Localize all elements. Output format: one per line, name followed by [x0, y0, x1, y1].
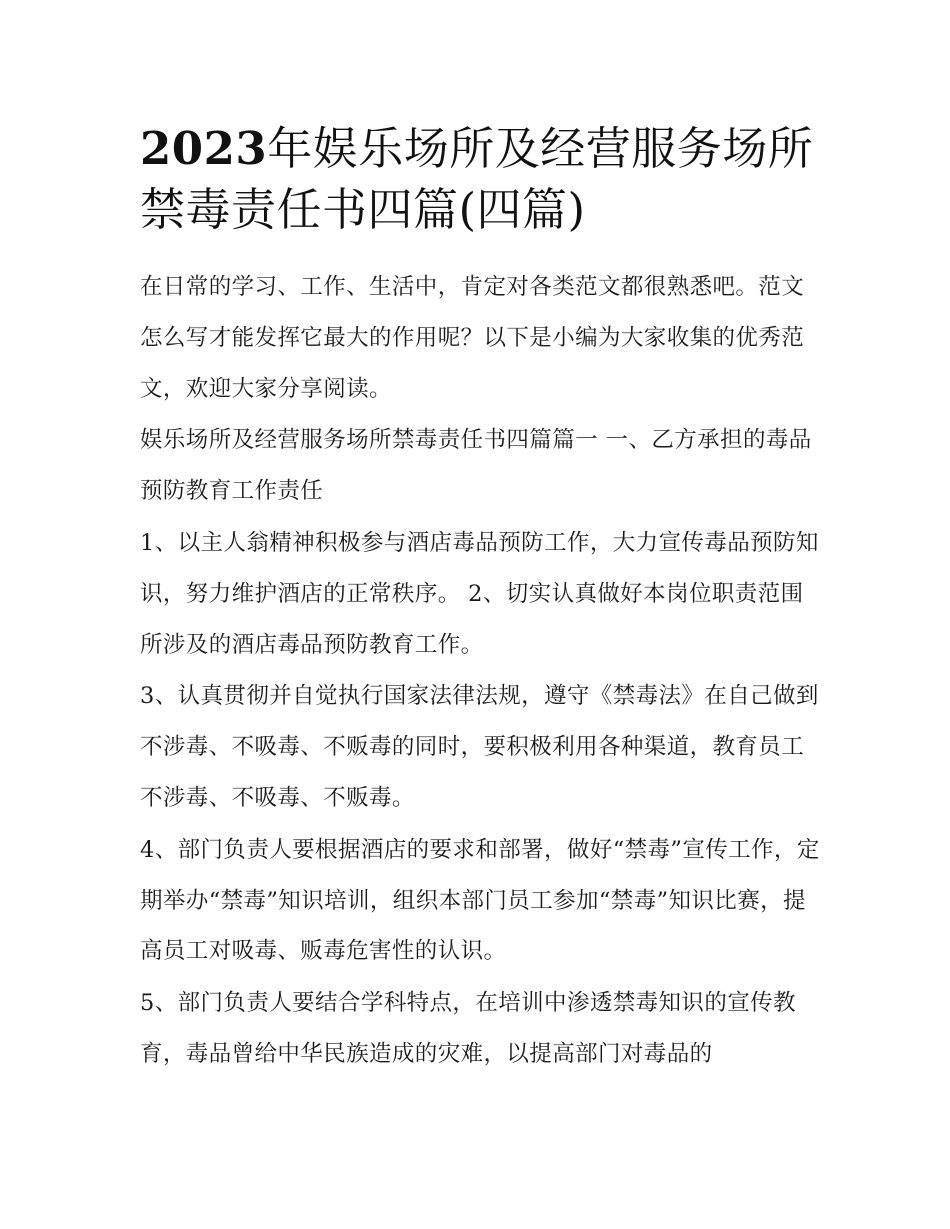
- section-heading-paragraph: 娱乐场所及经营服务场所禁毒责任书四篇篇一 一、乙方承担的毒品预防教育工作责任: [140, 427, 812, 505]
- item-4-paragraph: 4、部门负责人要根据酒店的要求和部署，做好“禁毒”宣传工作，定期举办“禁毒”知识培训，组织本部门员工参加“禁毒”知识比赛，提高员工对吸毒、贩毒危害性的认识。: [140, 836, 820, 965]
- item-5-paragraph: 5、部门负责人要结合学科特点，在培训中渗透禁毒知识的宣传教育，毒品曾给中华民族造成的灾难，以提高部门对毒品的: [140, 990, 796, 1067]
- intro-paragraph: 在日常的学习、工作、生活中，肯定对各类范文都很熟悉吧。范文怎么写才能发挥它最大的作用呢？以下是小编为大家收集的优秀范文，欢迎大家分享阅读。: [140, 274, 805, 402]
- item-1-paragraph: 1、以主人翁精神积极参与酒店毒品预防工作，大力宣传毒品预防知识，努力维护酒店的正常秩序。 2、切实认真做好本岗位职责范围所涉及的酒店毒品预防教育工作。: [140, 529, 819, 658]
- title-year: 2023: [140, 122, 268, 175]
- document-title: [140, 118, 820, 240]
- item-3-paragraph: 3、认真贯彻并自觉执行国家法律法规，遵守《禁毒法》在自己做到不涉毒、不吸毒、不贩毒的同时，要积极利用各种渠道，教育员工不涉毒、不吸毒、不贩毒。: [140, 683, 819, 811]
- title-text: 年娱乐场所及经营服务场所禁毒责任书四篇(四篇): [140, 122, 814, 236]
- document-body: [140, 118, 820, 1081]
